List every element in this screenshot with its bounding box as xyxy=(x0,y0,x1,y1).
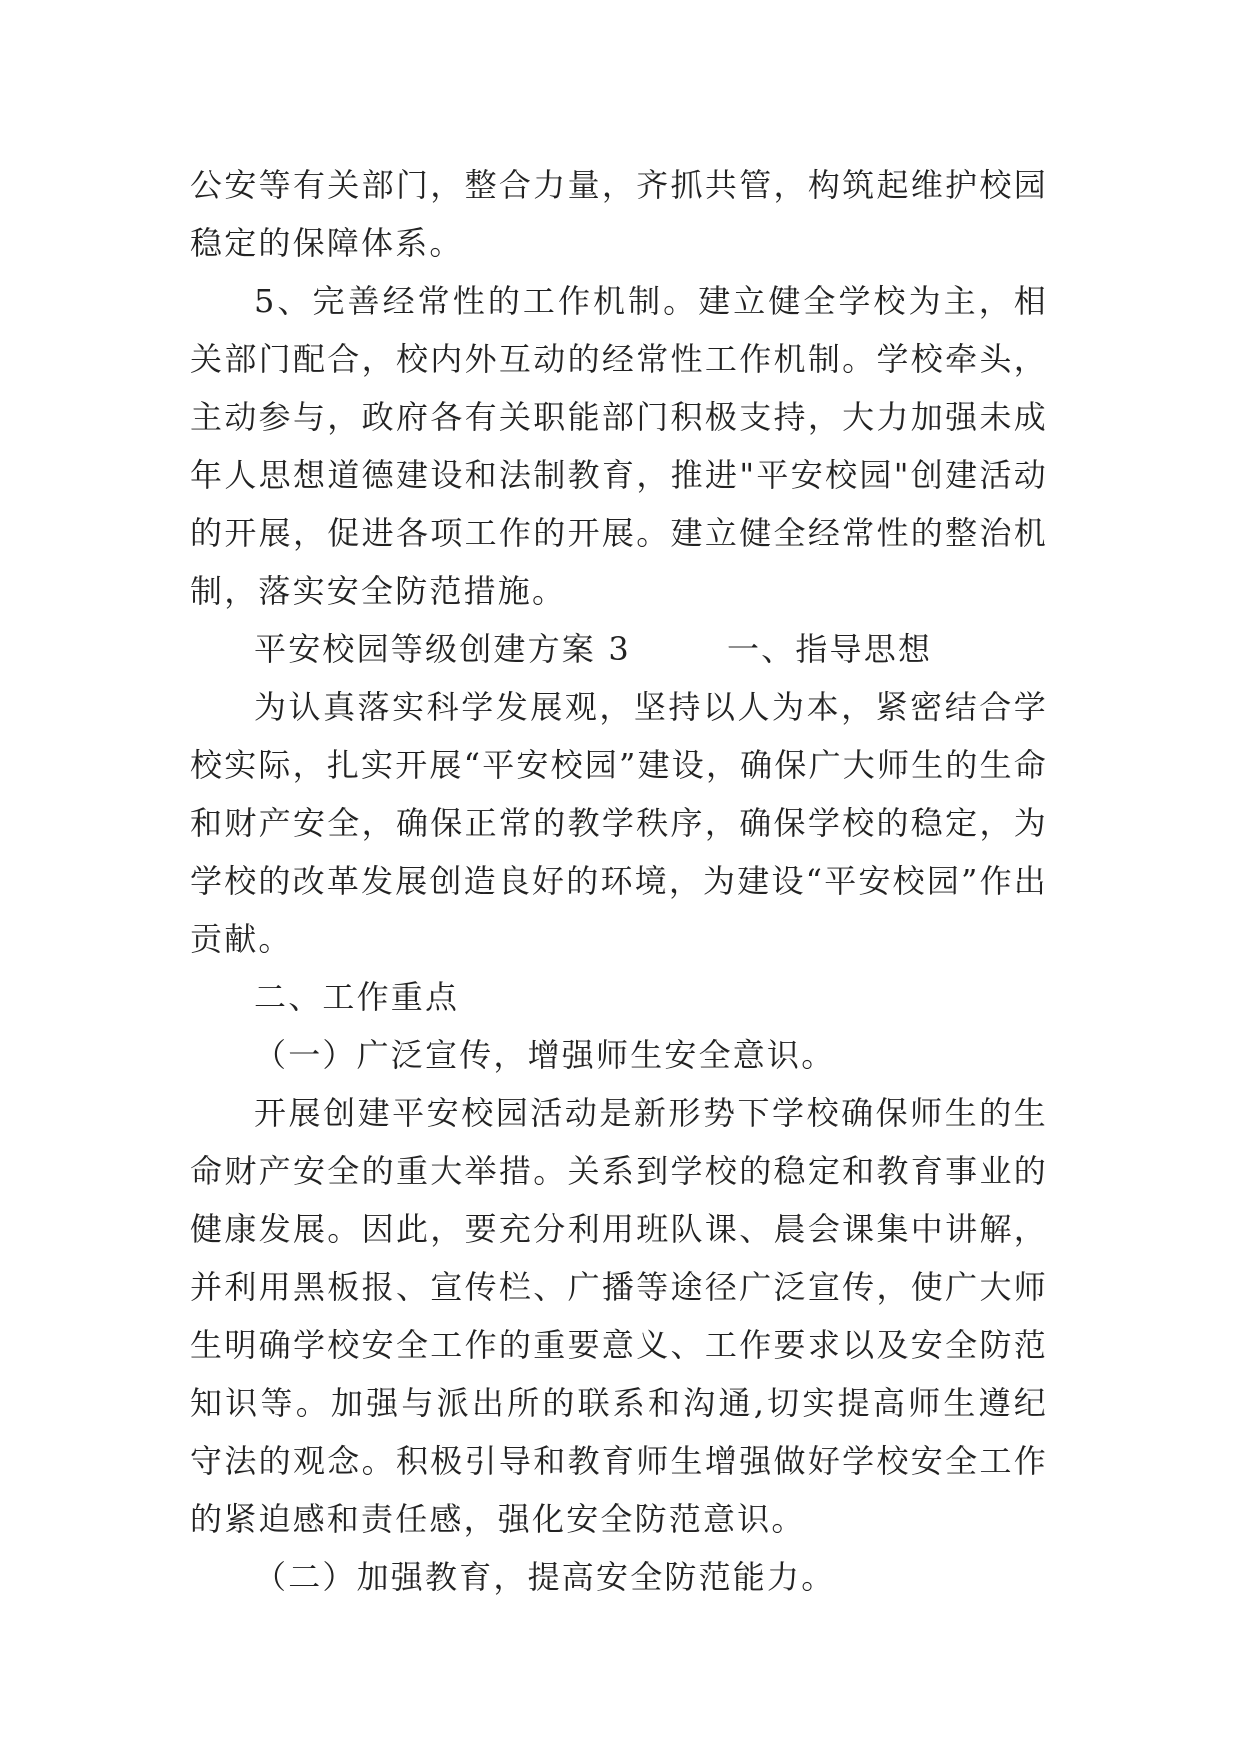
paragraph-guiding-ideology: 为认真落实科学发展观，坚持以人为本，紧密结合学校实际，扎实开展“平安校园”建设，确保广大师生的生命和财产安全，确保正常的教学秩序，确保学校的稳定，为学校的改革发展创造良好的环境，为建设“平安校园”作出贡献。 xyxy=(190,688,1048,958)
section-guiding-ideology: 一、指导思想 xyxy=(726,630,933,668)
subsection-education: （二）加强教育，提高安全防范能力。 xyxy=(254,1558,836,1596)
plan-title: 平安校园等级创建方案 3 xyxy=(254,630,631,668)
paragraph-work-mechanism: 5、完善经常性的工作机制。建立健全学校为主，相关部门配合，校内外互动的经常性工作机制。学校牵头，主动参与，政府各有关职能部门积极支持，大力加强未成年人思想道德建设和法制教育，推进"平安校园"创建活动的开展，促进各项工作的开展。建立健全经常性的整治机制，落实安全防范措施。 xyxy=(190,282,1048,610)
paragraph-plan-heading xyxy=(190,620,1048,678)
subsection-publicity: （一）广泛宣传，增强师生安全意识。 xyxy=(254,1036,836,1074)
section-work-focus: 二、工作重点 xyxy=(254,978,460,1016)
paragraph-security-system: 公安等有关部门，整合力量，齐抓共管，构筑起维护校园稳定的保障体系。 xyxy=(190,166,1048,262)
paragraph-publicity-details: 开展创建平安校园活动是新形势下学校确保师生的生命财产安全的重大举措。关系到学校的稳定和教育事业的健康发展。因此，要充分利用班队课、晨会课集中讲解，并利用黑板报、宣传栏、广播等途径广泛宣传，使广大师生明确学校安全工作的重要意义、工作要求以及安全防范知识等。加强与派出所的联系和沟通,切实提高师生遵纪守法的观念。积极引导和教育师生增强做好学校安全工作的紧迫感和责任感，强化安全防范意识。 xyxy=(190,1094,1048,1538)
document-body xyxy=(190,156,1048,1606)
